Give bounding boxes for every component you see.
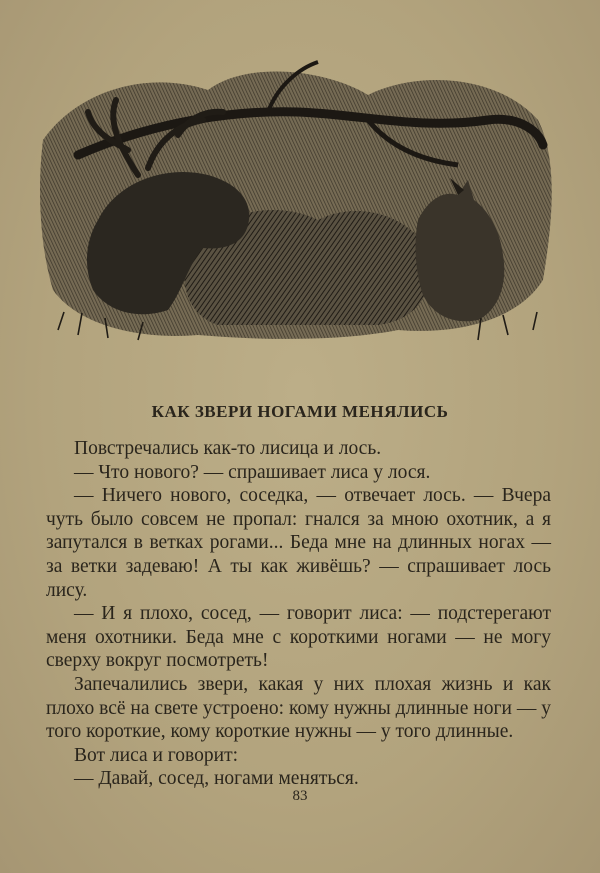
- story-paragraph: — Давай, сосед, ногами меняться.: [74, 768, 359, 790]
- page-number: 83: [292, 788, 308, 804]
- story-paragraph: Повстречались как-то лисица и лось.: [74, 438, 382, 459]
- story-paragraph: — Что нового? — спрашивает лиса у лося.: [74, 461, 431, 483]
- story-paragraph: Запечалились звери, какая у них плохая жизнь и как плохо всё на свете устроено: кому нужны длинные ноги — у того короткие, кому короткие нужны — у того длинные.: [46, 673, 551, 743]
- story-paragraph: Вот лиса и говорит:: [74, 744, 239, 766]
- story-paragraph: — И я плохо, сосед, — говорит лиса: — подстерегают меня охотники. Беда мне с короткими ногами — не могу сверху вокруг посмотреть!: [46, 603, 551, 672]
- story-title: КАК ЗВЕРИ НОГАМИ МЕНЯЛИСЬ: [151, 402, 449, 421]
- story-paragraph: — Ничего нового, соседка, — отвечает лось. — Вчера чуть было совсем не пропал: гнался за мною охотник, а я запутался в ветках рогами... Беда мне на длинных ногах — за ветки задеваю! А ты как живёшь? — спрашивает лось лису.: [46, 485, 551, 601]
- story-body: [46, 437, 551, 791]
- moose-and-fox-engraving-icon: [38, 50, 558, 350]
